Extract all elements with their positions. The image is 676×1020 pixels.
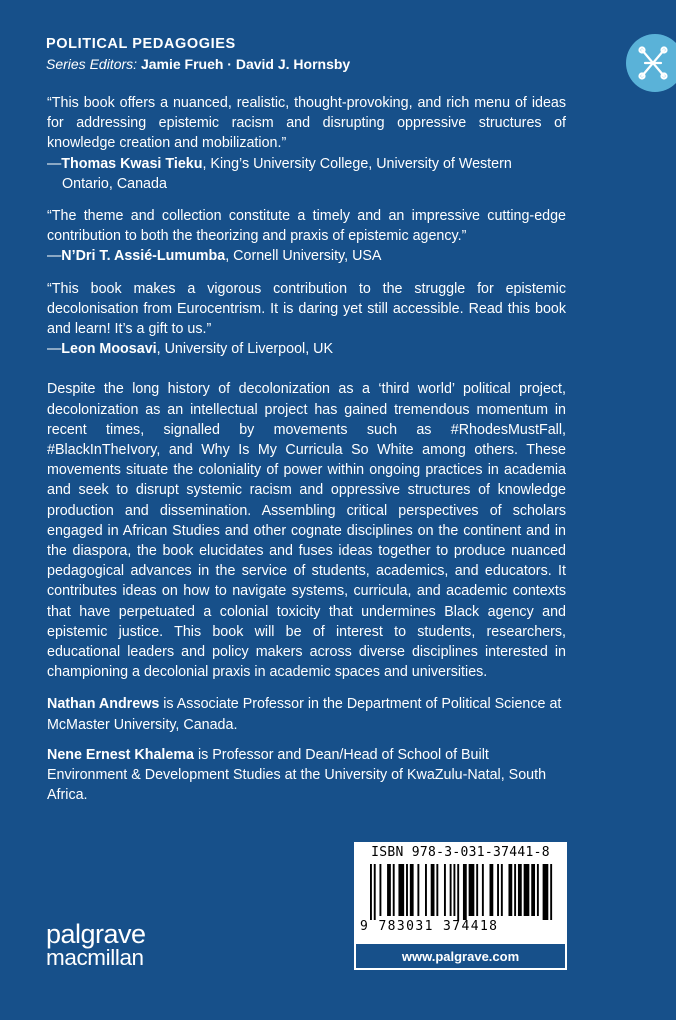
endorsement-quote-3 [47,279,566,360]
editor-name: Nathan Andrews [47,696,160,713]
endorser-affiliation: , King’s University College, University of Western Ontario, Canada [62,155,512,192]
palgrave-snowflake-logo-icon [618,34,676,92]
publisher-name-line2: macmillan [46,945,144,970]
series-editors-label: Series Editors: [46,56,138,72]
publisher-name-line1: palgrave [46,919,146,949]
editor-name: Nene Ernest Khalema [47,746,194,763]
series-title: POLITICAL PEDAGOGIES [46,36,236,52]
quote-attribution: —Thomas Kwasi Tieku, King’s University College, University of Western Ontario, Canada [47,155,512,192]
quote-text: “The theme and collection constitute a timely and an impressive cutting-edge contribution to both the theorizing and praxis of epistemic agency.” [47,208,566,245]
editor-bio-text: is Associate Professor in the Department of Political Science at McMaster University, Canada. [47,696,562,733]
series-header [46,35,566,74]
endorser-affiliation: , Cornell University, USA [225,248,382,265]
endorsement-quote-2 [47,206,566,267]
publisher-url: www.palgrave.com [401,949,520,964]
endorsement-quote-1 [47,93,566,194]
publisher-url-bar [354,942,567,970]
editor-bio-2 [47,745,566,806]
book-description: Despite the long history of decolonization as a ‘third world’ political project, decolonization as an intellectual project has gained tremendous momentum in recent times, signalled by movements such as #RhodesMustFall, #BlackInTheIvory, and Why Is My Curricula So White among others. These movements situate the coloniality of power within ongoing practices in academia and seek to disrupt systemic racism and oppressive structures of knowledge production and dissemination. Assembling critical perspectives of scholars engaged in African Studies and other cognate disciplines on the continent and in the diaspora, the book elucidates and fuses ideas together to produce nuanced pedagogical advances in the service of students, academics, and educators. It contributes ideas on how to navigate systems, curricula, and academic contexts that have perpetuated a colonial toxicity that undermines Black agency and epistemic justice. This book will be of interest to students, researchers, educational leaders and policy makers across diverse disciplines interested in championing a decolonial praxis in academic spaces and universities. [47,381,566,681]
quote-attribution: —Leon Moosavi, University of Liverpool, UK [47,341,334,358]
endorser-name: Leon Moosavi [61,341,157,358]
barcode-icon [370,864,554,920]
quote-text: “This book offers a nuanced, realistic, thought-provoking, and rich menu of ideas for addressing epistemic racism and disrupting oppressive structures of knowledge creation and mobilization.” [47,95,566,152]
isbn-barcode-box [354,842,567,970]
quote-attribution: —N’Dri T. Assié-Lumumba, Cornell University, USA [47,248,382,265]
editor-bio-1 [47,694,566,734]
barcode-digits: 9 783031 374418 [360,919,499,934]
isbn-label: ISBN 978-3-031-37441-8 [371,845,550,860]
quote-text: “This book makes a vigorous contribution to the struggle for epistemic decolonisation from Eurocentrism. It is daring yet still accessible. Read this book and learn! It’s a gift to us.” [47,280,566,338]
publisher-logo [46,919,146,970]
editor-bio-text: is Professor and Dean/Head of School of Built Environment & Development Studies at the University of KwaZulu-Natal, South Africa. [47,746,547,804]
back-cover-text [47,93,566,816]
endorser-affiliation: , University of Liverpool, UK [156,341,334,358]
endorser-name: Thomas Kwasi Tieku [61,155,203,172]
series-editors [46,54,566,74]
series-editors-names: Jamie Frueh · David J. Hornsby [140,56,351,72]
endorser-name: N’Dri T. Assié-Lumumba [61,248,226,265]
